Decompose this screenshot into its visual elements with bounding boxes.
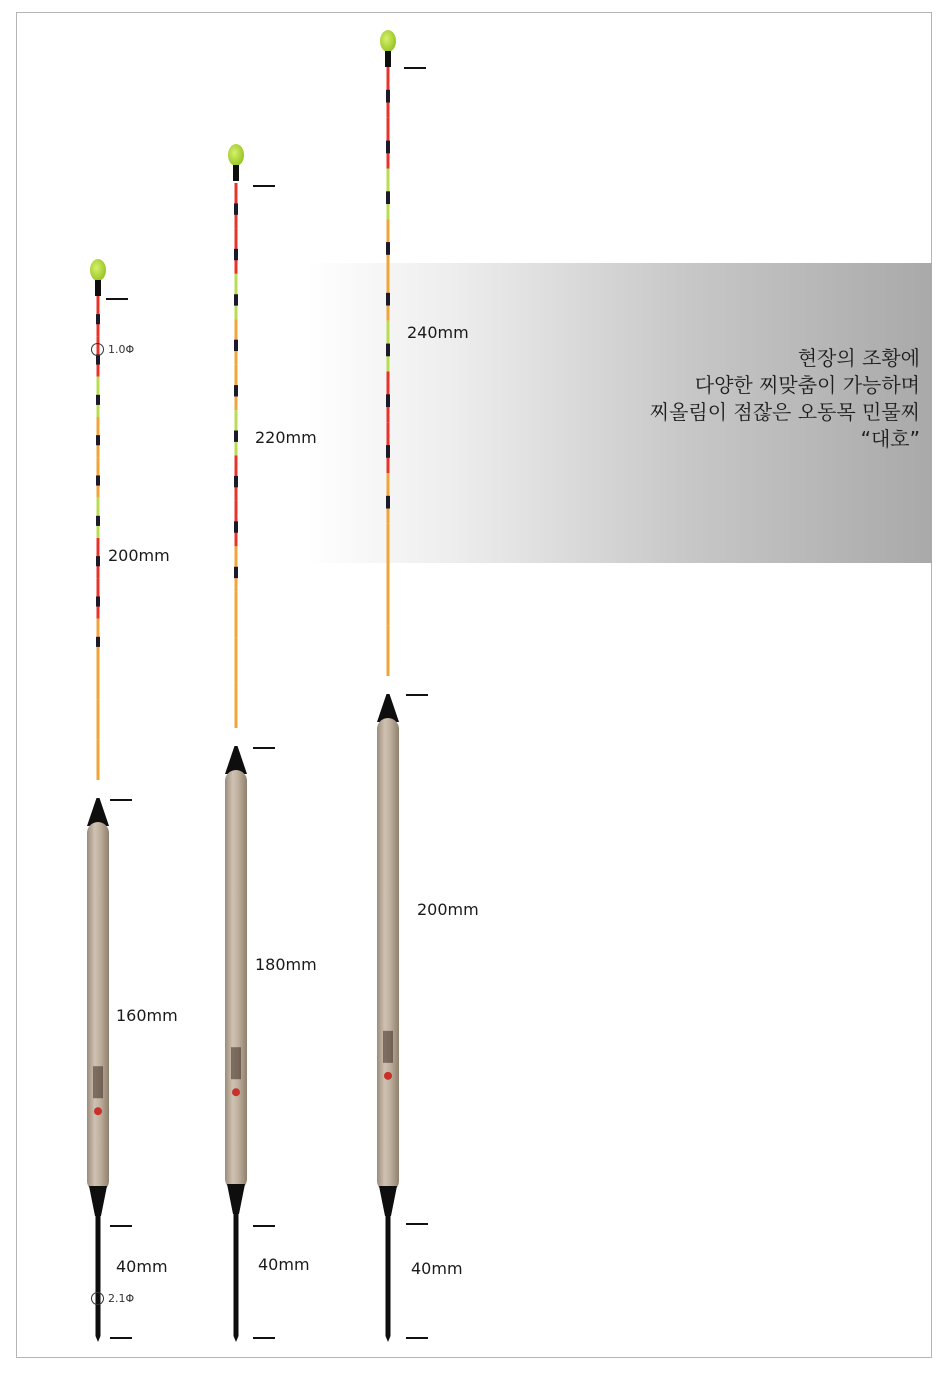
measure-tick (253, 1225, 275, 1227)
float-tip (380, 30, 396, 52)
foot-tip (234, 1336, 239, 1342)
float-emblem (93, 1066, 103, 1098)
measure-tick (106, 298, 128, 300)
float-tip (90, 259, 106, 281)
top-diameter-label: 1.0Φ (108, 343, 135, 356)
stem-band (386, 445, 390, 458)
top-length-label: 200mm (108, 546, 170, 565)
stem-segment (97, 740, 100, 780)
float-body (225, 770, 247, 1190)
stem-segment (387, 524, 390, 575)
stem-band (234, 431, 238, 442)
stem-segment (235, 683, 238, 728)
stem-band (234, 567, 238, 578)
measure-tick (110, 1225, 132, 1227)
measure-tick (253, 1337, 275, 1339)
stem-band (234, 476, 238, 487)
tip-cap (95, 280, 101, 296)
measure-tick (253, 747, 275, 749)
float-medium (225, 144, 247, 1342)
measure-tick (253, 185, 275, 187)
float-large (377, 30, 399, 1342)
foot-length-label: 40mm (411, 1259, 463, 1278)
stem-band (96, 435, 100, 445)
stem-band (96, 637, 100, 647)
measure-tick (406, 1337, 428, 1339)
lower-cap (89, 1186, 107, 1216)
float-body (87, 822, 109, 1192)
measure-tick (110, 1337, 132, 1339)
description-line-1: 현장의 조황에 (797, 346, 920, 370)
stem-band (96, 395, 100, 405)
shoulder-cap (87, 798, 109, 826)
foot-length-label: 40mm (116, 1257, 168, 1276)
tip-cap (233, 165, 239, 181)
stem-band (96, 475, 100, 485)
stem-band (234, 385, 238, 396)
lower-cap (227, 1184, 245, 1214)
stem-band (234, 521, 238, 532)
top-length-label: 240mm (407, 323, 469, 342)
stem-band (386, 141, 390, 154)
stem-segment (235, 592, 238, 637)
float-emblem (231, 1047, 241, 1079)
body-length-label: 180mm (255, 955, 317, 974)
foot-diameter-label: 2.1Φ (108, 1292, 135, 1305)
tip-cap (385, 51, 391, 67)
foot-tip (96, 1336, 101, 1342)
foot-tip (386, 1336, 391, 1342)
stem-band (386, 293, 390, 306)
body-length-label: 160mm (116, 1006, 178, 1025)
stem-segment (97, 659, 100, 699)
stem-band (386, 242, 390, 255)
float-foot (234, 1214, 239, 1336)
lower-cap (379, 1186, 397, 1216)
shoulder-cap (377, 694, 399, 722)
stem-band (386, 191, 390, 204)
top-length-label: 220mm (255, 428, 317, 447)
float-seal (384, 1072, 392, 1080)
measure-tick (110, 799, 132, 801)
stem-segment (387, 575, 390, 626)
float-foot (96, 1216, 101, 1336)
description-line-3: 찌올림이 점잖은 오동목 민물찌 (649, 400, 920, 424)
stem-segment (97, 699, 100, 739)
measure-tick (404, 67, 426, 69)
foot-length-label: 40mm (258, 1255, 310, 1274)
float-body (377, 718, 399, 1192)
stem-band (386, 90, 390, 103)
diameter-marker-icon (91, 1292, 104, 1305)
stem-band (96, 314, 100, 324)
stem-band (234, 340, 238, 351)
float-seal (94, 1107, 102, 1115)
float-tip (228, 144, 244, 166)
float-seal (232, 1088, 240, 1096)
stem-band (234, 294, 238, 305)
shoulder-cap (225, 746, 247, 774)
measure-tick (406, 1223, 428, 1225)
stem-band (96, 516, 100, 526)
description-line-2: 다양한 찌맞춤이 가능하며 (694, 373, 920, 397)
stem-band (234, 203, 238, 214)
float-small (87, 259, 109, 1342)
stem-band (96, 556, 100, 566)
measure-tick (406, 694, 428, 696)
diameter-marker-icon (91, 343, 104, 356)
stem-band (386, 496, 390, 509)
stem-band (96, 596, 100, 606)
float-foot (386, 1216, 391, 1336)
stem-segment (235, 637, 238, 682)
stem-band (386, 394, 390, 407)
float-emblem (383, 1031, 393, 1063)
product-name: “대호” (860, 427, 920, 451)
stem-band (234, 249, 238, 260)
stem-band (386, 344, 390, 357)
stem-segment (387, 625, 390, 676)
body-length-label: 200mm (417, 900, 479, 919)
